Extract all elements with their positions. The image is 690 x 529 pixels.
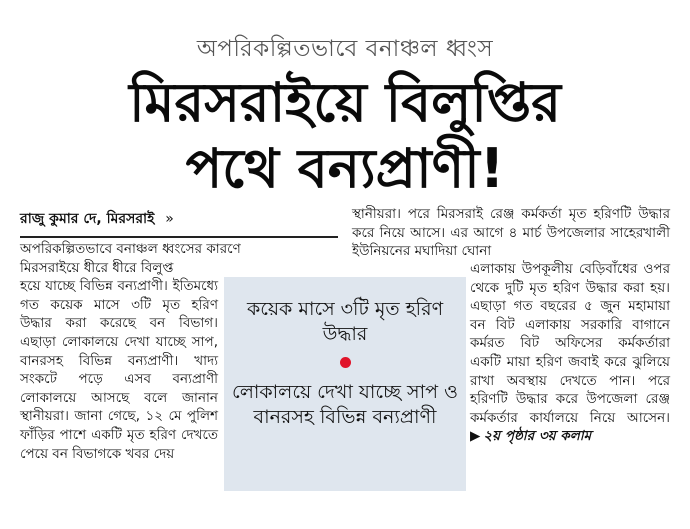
pull-quote-line-1: কয়েক মাসে ৩টি মৃত হরিণ উদ্ধার xyxy=(246,298,444,345)
body-right-narrow xyxy=(470,260,670,446)
body-right-text: এলাকায় উপকূলীয় বেড়িবাঁধের ওপর থেকে দুটি মৃত হরিণ উদ্ধার করা হয়। এছাড়া গত বছরের ৫ জুন মহামায়া বন বিট এলাকায় সরকারি বাগানে কর্মরত বিট অফিসের কর্মকর্তারা একটি মায়া হরিণ জবাই করে ঝুলিয়ে রাখা অবস্থায় দেখতে পান। পরে হরিণটি উদ্ধার করে উপজেলা রেঞ্জ কর্মকর্তার কার্যালয়ে নিয়ে আসেন। xyxy=(470,261,670,426)
continuation-text: ২য় পৃষ্ঠার ৩য় কলাম xyxy=(483,428,592,445)
body-right-top: স্থানীয়রা। পরে মিরসরাই রেঞ্জ কর্মকর্তা মৃত হরিণটি উদ্ধার করে নিয়ে আসে। এর আগে ৪ মার্চ উপজেলার সাহেরখালী ইউনিয়নের মঘাদিয়া ঘোনা xyxy=(352,206,670,260)
byline-marker-icon: » xyxy=(165,211,174,227)
body-left-wide-1: অপরিকল্পিতভাবে বনাঞ্চল ধ্বংসের কারণে xyxy=(20,241,241,257)
body-left-wide-2: মিরসরাইয়ে ধীরে ধীরে বিলুপ্ত xyxy=(20,259,174,276)
pull-quote-box xyxy=(224,277,466,491)
continuation-note xyxy=(470,428,591,444)
byline xyxy=(20,207,338,238)
headline-line-1: মিরসরাইয়ে বিলুপ্তির xyxy=(129,71,561,134)
body-left-narrow: হয়ে যাচ্ছে বিভিন্ন বন্যপ্রাণী। ইতিমধ্যে গত কয়েক মাসে ৩টি মৃত হরিণ উদ্ধার করা করেছে বন বিভাগ। এছাড়া লোকালয়ে দেখা যাচ্ছে সাপ, বানরসহ বিভিন্ন বন্যপ্রাণী। খাদ্য সংকটে পড়ে এসব বন্যপ্রাণী লোকালয়ে আসছে বলে জানান স্থানীয়রা। জানা গেছে, ১২ মে পুলিশ ফাঁড়ির পাশে একটি মৃত হরিণ দেখতে পেয়ে বন বিভাগকে খবর দেয় xyxy=(20,278,218,462)
byline-text: রাজু কুমার দে, মিরসরাই xyxy=(20,211,155,227)
headline xyxy=(0,70,690,202)
continuation-arrow-icon: ▶ xyxy=(470,428,481,445)
red-dot-icon xyxy=(340,357,351,368)
kicker: অপরিকল্পিতভাবে বনাঞ্চল ধ্বংস xyxy=(196,36,494,62)
article-column-right xyxy=(470,260,670,446)
headline-line-2: পথে বন্যপ্রাণী! xyxy=(185,137,505,200)
article-column-right-top xyxy=(352,205,670,261)
pull-quote-line-2: লোকালয়ে দেখা যাচ্ছে সাপ ও বানরসহ বিভিন্ন বন্যপ্রাণী xyxy=(231,381,459,428)
